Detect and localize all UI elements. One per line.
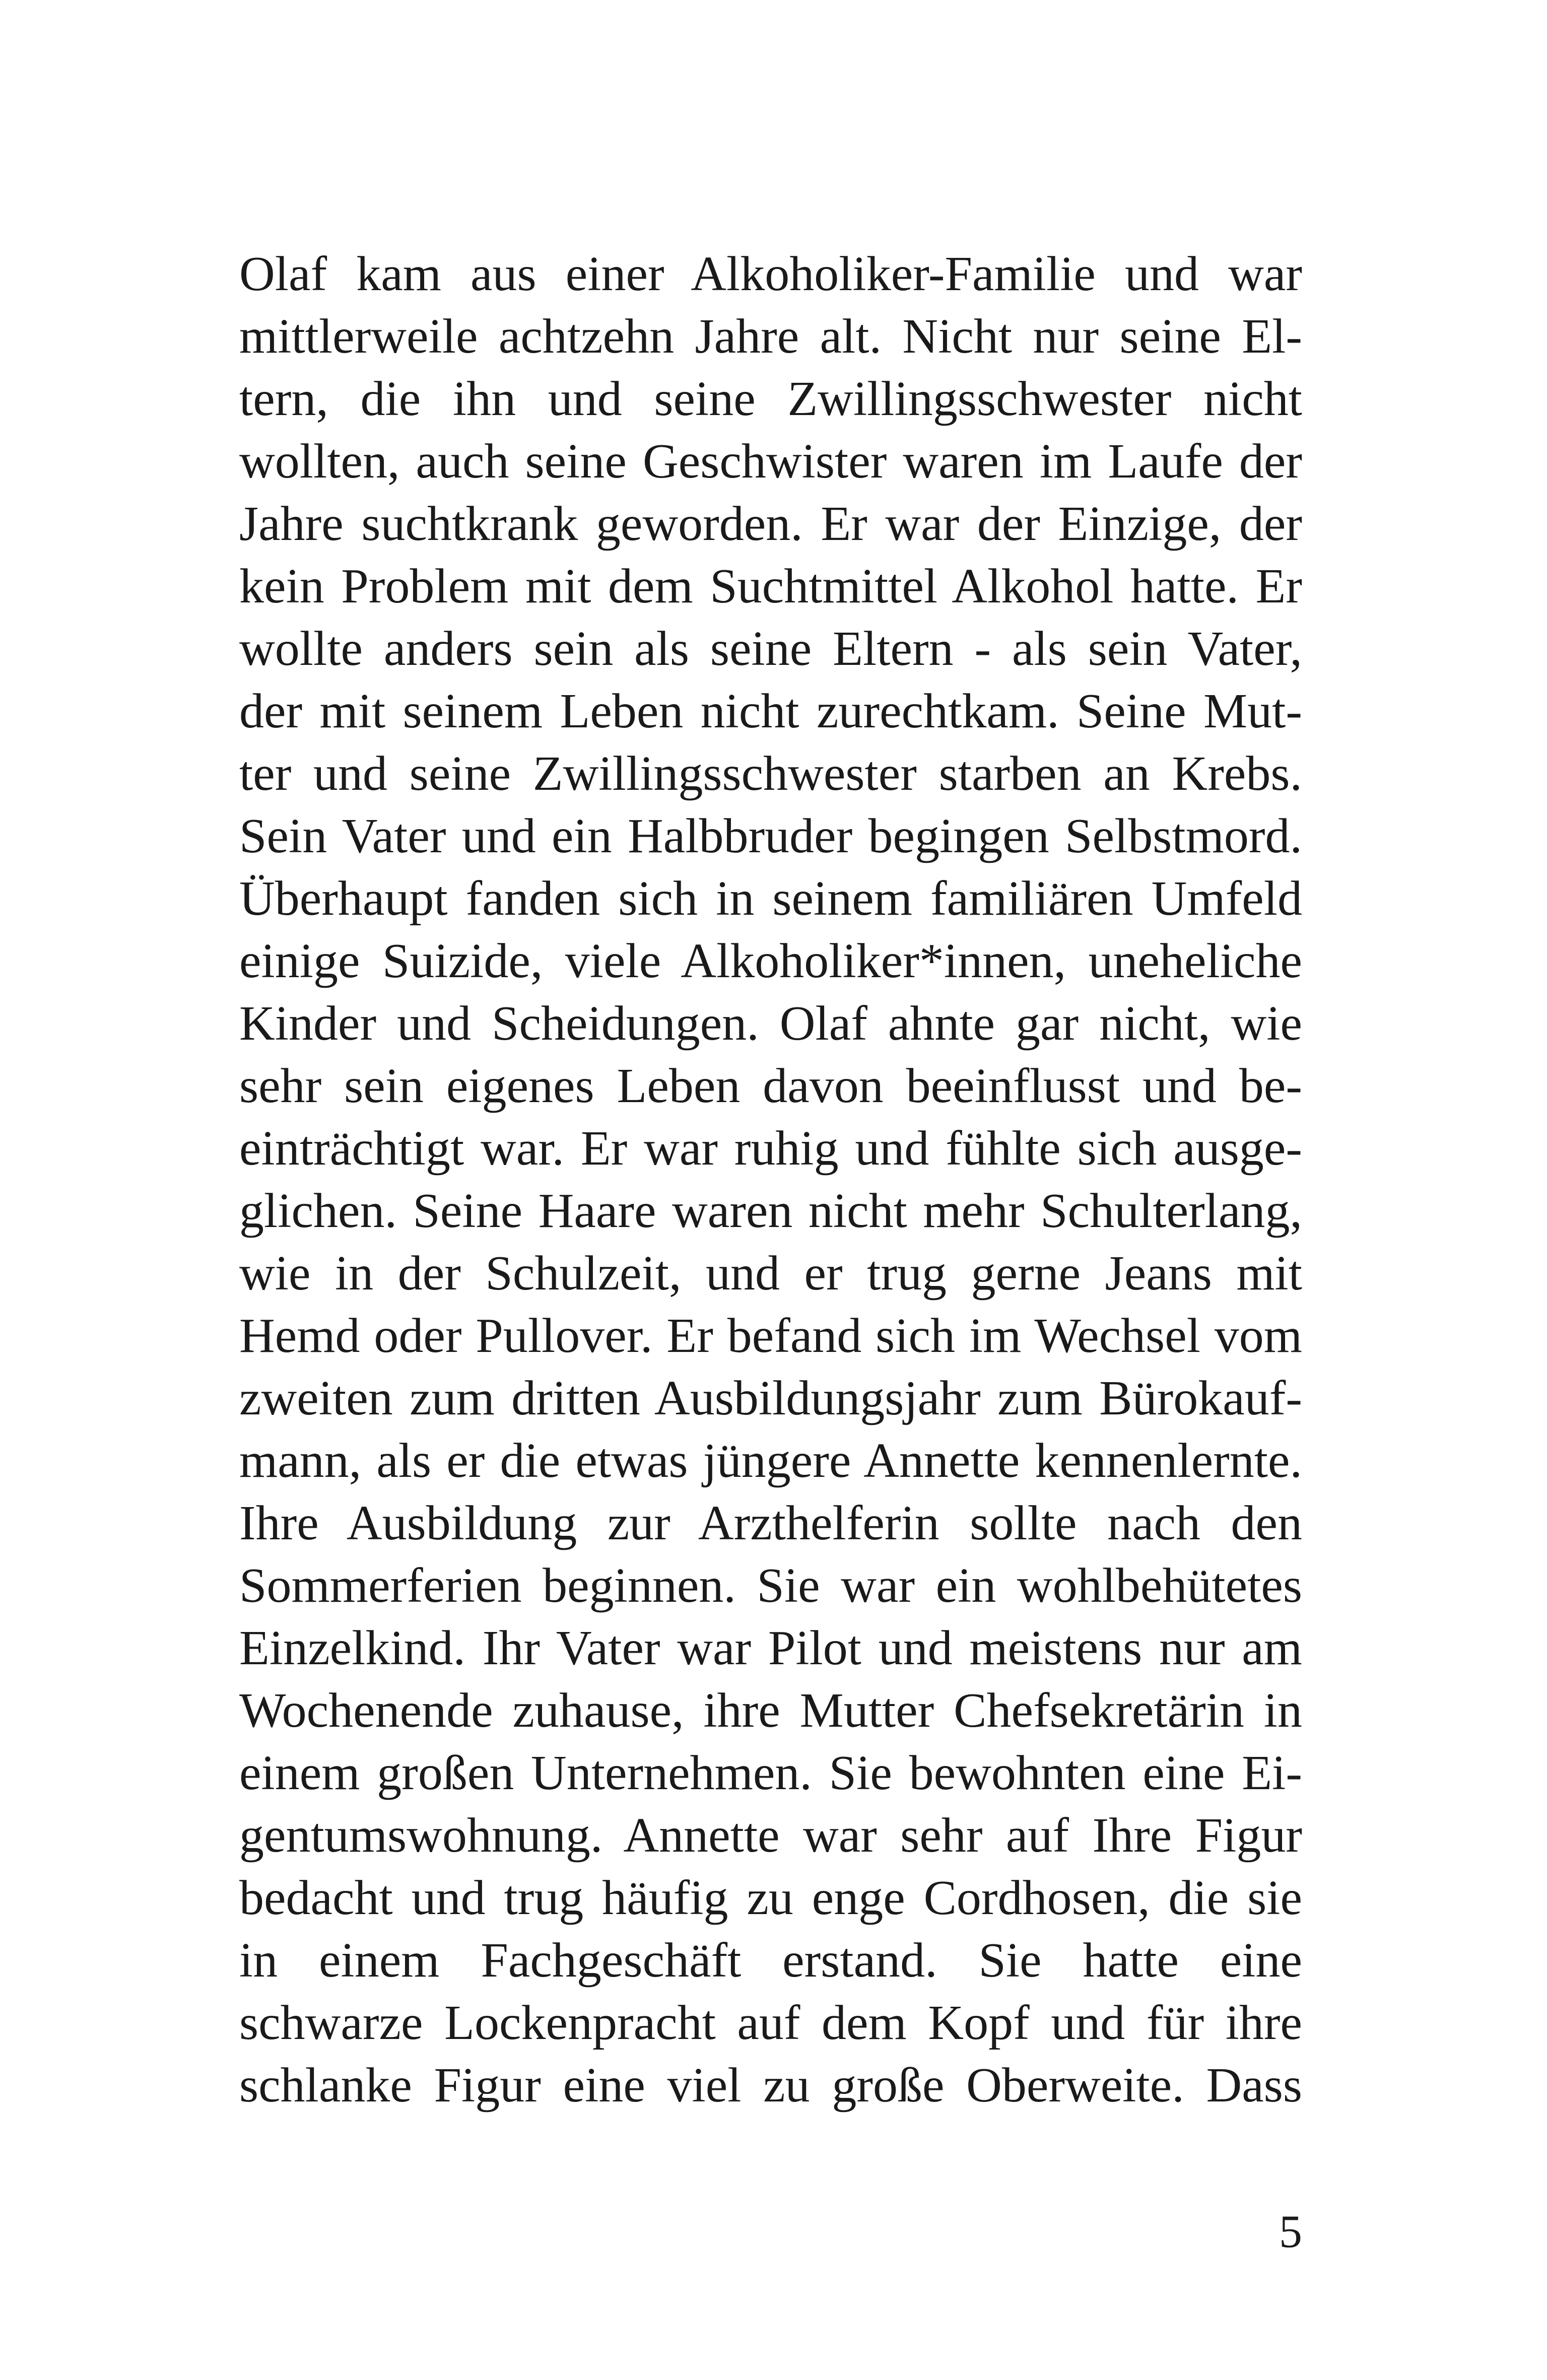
text-line: wollten, auch seine Geschwister waren im Laufe der — [239, 434, 1302, 489]
text-line: ter und seine Zwillingsschwester starben an Krebs. — [239, 746, 1302, 801]
text-line: mittlerweile achtzehn Jahre alt. Nicht nur seine El- — [239, 309, 1302, 364]
text-line: schwarze Lockenpracht auf dem Kopf und für ihre — [239, 1996, 1302, 2050]
text-line: kein Problem mit dem Suchtmittel Alkohol hatte. Er — [239, 559, 1302, 614]
text-line: Wochenende zuhause, ihre Mutter Chefsekretärin in — [239, 1683, 1302, 1738]
text-line: Kinder und Scheidungen. Olaf ahnte gar nicht, wie — [239, 996, 1302, 1051]
text-line: tern, die ihn und seine Zwillingsschwester nicht — [239, 372, 1302, 426]
text-line: glichen. Seine Haare waren nicht mehr Schulterlang, — [239, 1184, 1302, 1238]
text-line: bedacht und trug häufig zu enge Cordhosen, die sie — [239, 1871, 1302, 1925]
text-line: Überhaupt fanden sich in seinem familiären Umfeld — [239, 871, 1302, 926]
text-line: sehr sein eigenes Leben davon beeinflusst und be- — [239, 1059, 1302, 1113]
text-line: einem großen Unternehmen. Sie bewohnten eine Ei- — [239, 1746, 1302, 1800]
text-line: Ihre Ausbildung zur Arzthelferin sollte nach den — [239, 1496, 1302, 1550]
text-line: zweiten zum dritten Ausbildungsjahr zum Bürokauf- — [239, 1371, 1302, 1425]
text-line: Olaf kam aus einer Alkoholiker-Familie und war — [239, 247, 1302, 301]
text-line: mann, als er die etwas jüngere Annette kennenlernte. — [239, 1434, 1302, 1488]
text-line: wollte anders sein als seine Eltern - als sein Vater, — [239, 622, 1302, 676]
text-line: Sein Vater und ein Halbbruder begingen Selbstmord. — [239, 809, 1302, 863]
text-line: der mit seinem Leben nicht zurechtkam. Seine Mut- — [239, 684, 1302, 738]
text-line: Jahre suchtkrank geworden. Er war der Einzige, der — [239, 497, 1302, 551]
text-line: Sommerferien beginnen. Sie war ein wohlbehütetes — [239, 1558, 1302, 1613]
text-line: Hemd oder Pullover. Er befand sich im Wechsel vom — [239, 1309, 1302, 1363]
body-text — [239, 243, 1302, 2117]
text-line: schlanke Figur eine viel zu große Oberweite. Dass — [239, 2058, 1302, 2113]
text-line: in einem Fachgeschäft erstand. Sie hatte eine — [239, 1933, 1302, 1988]
page-number: 5 — [1279, 2206, 1302, 2257]
text-line: gentumswohnung. Annette war sehr auf Ihre Figur — [239, 1808, 1302, 1863]
text-line: einträchtigt war. Er war ruhig und fühlte sich ausge- — [239, 1121, 1302, 1176]
text-line: wie in der Schulzeit, und er trug gerne Jeans mit — [239, 1246, 1302, 1301]
text-line: Einzelkind. Ihr Vater war Pilot und meistens nur am — [239, 1621, 1302, 1675]
text-line: einige Suizide, viele Alkoholiker*innen, uneheliche — [239, 934, 1302, 988]
